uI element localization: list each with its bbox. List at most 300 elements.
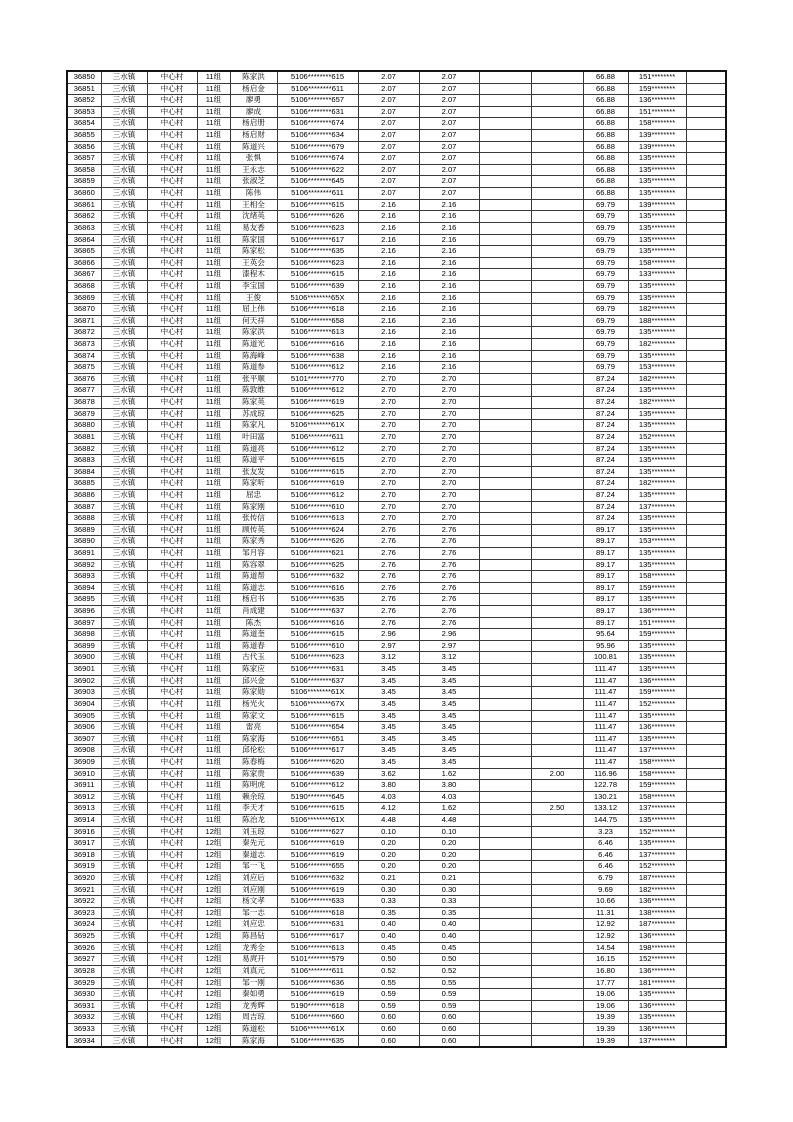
table-row [67,431,726,443]
table-cell [479,83,531,95]
table-cell [531,884,583,896]
table-cell: 36861 [67,199,101,211]
table-cell: 2.07 [419,164,479,176]
table-cell: 陈道志 [230,582,277,594]
table-cell: 三水镇 [101,1012,147,1024]
table-cell [479,536,531,548]
table-cell [479,153,531,165]
table-cell: 陈春梅 [230,756,277,768]
table-cell: 2.16 [419,339,479,351]
table-cell: 5106********645 [277,176,358,188]
table-cell: 陈昌钻 [230,931,277,943]
table-cell: 11组 [197,350,230,362]
table-cell [479,408,531,420]
table-row [67,977,726,989]
table-cell: 三水镇 [101,443,147,455]
table-cell: 69.79 [583,362,628,374]
table-cell: 11组 [197,687,230,699]
table-cell: 5106********615 [277,71,358,83]
table-cell: 11组 [197,292,230,304]
table-cell: 36897 [67,617,101,629]
table-cell [479,397,531,409]
table-cell: 三水镇 [101,257,147,269]
table-cell: 中心村 [147,582,197,594]
table-cell: 5106********610 [277,501,358,513]
table-cell: 182******** [628,478,686,490]
table-cell: 2.70 [358,373,419,385]
table-cell: 古代玉 [230,652,277,664]
table-cell: 5106********65X [277,292,358,304]
table-cell: 中心村 [147,629,197,641]
table-cell: 0.35 [419,907,479,919]
table-cell: 11组 [197,710,230,722]
table-cell: 邹月容 [230,547,277,559]
table-cell: 36887 [67,501,101,513]
table-cell [686,1000,726,1012]
table-cell: 李宝国 [230,280,277,292]
table-cell: 36920 [67,873,101,885]
table-cell: 中心村 [147,826,197,838]
table-cell: 陈道亮 [230,443,277,455]
table-cell: 三水镇 [101,130,147,142]
table-cell: 2.70 [419,385,479,397]
table-cell: 111.47 [583,710,628,722]
table-cell: 69.79 [583,257,628,269]
table-cell: 69.79 [583,304,628,316]
table-cell: 36854 [67,118,101,130]
table-cell: 5106********61X [277,1023,358,1035]
table-row [67,722,726,734]
table-cell: 易庹开 [230,954,277,966]
table-cell [479,664,531,676]
table-cell: 36908 [67,745,101,757]
table-cell: 2.16 [419,234,479,246]
table-cell [531,710,583,722]
table-cell: 5106********615 [277,455,358,467]
table-cell: 5106********613 [277,327,358,339]
table-cell: 0.60 [419,1023,479,1035]
table-cell [479,1035,531,1047]
table-cell: 0.20 [358,849,419,861]
table-cell [686,188,726,200]
table-cell [686,710,726,722]
table-cell: 133.12 [583,803,628,815]
table-cell: 135******** [628,489,686,501]
table-cell: 3.45 [419,664,479,676]
table-cell [479,977,531,989]
table-cell [479,594,531,606]
table-cell: 三水镇 [101,733,147,745]
table-cell: 111.47 [583,756,628,768]
table-cell: 2.16 [358,350,419,362]
table-cell: 5106********632 [277,873,358,885]
table-cell: 沈绪英 [230,211,277,223]
table-cell: 135******** [628,733,686,745]
table-row [67,640,726,652]
table-cell [686,339,726,351]
table-cell [531,919,583,931]
table-cell: 89.17 [583,571,628,583]
table-cell [531,861,583,873]
table-cell [531,687,583,699]
table-cell: 19.39 [583,1023,628,1035]
table-cell: 三水镇 [101,71,147,83]
table-cell [686,373,726,385]
table-cell [531,942,583,954]
table-cell: 11组 [197,594,230,606]
table-cell [479,246,531,258]
table-cell: 3.45 [419,756,479,768]
table-cell: 158******** [628,118,686,130]
table-cell: 三水镇 [101,304,147,316]
table-cell: 屈忠 [230,489,277,501]
table-cell [686,954,726,966]
table-cell: 2.70 [419,373,479,385]
table-cell: 中心村 [147,559,197,571]
table-cell: 12组 [197,1000,230,1012]
table-row [67,280,726,292]
table-row [67,884,726,896]
table-cell: 69.79 [583,222,628,234]
table-cell [686,246,726,258]
table-cell: 三水镇 [101,919,147,931]
table-cell [479,1012,531,1024]
table-cell [479,873,531,885]
table-cell: 19.39 [583,1012,628,1024]
table-cell: 中心村 [147,815,197,827]
table-cell: 2.70 [358,443,419,455]
table-cell: 4.48 [358,815,419,827]
table-cell: 陈家刚 [230,501,277,513]
table-cell: 3.45 [419,710,479,722]
table-cell: 陈家勋 [230,687,277,699]
table-row [67,838,726,850]
table-cell [479,733,531,745]
table-cell [531,896,583,908]
table-cell: 三水镇 [101,582,147,594]
table-cell: 0.60 [358,1023,419,1035]
table-cell: 133******** [628,269,686,281]
table-cell: 陈家洪 [230,71,277,83]
table-cell: 2.07 [358,141,419,153]
table-cell: 中心村 [147,652,197,664]
table-cell: 邱兴金 [230,675,277,687]
table-cell: 36906 [67,722,101,734]
table-cell: 0.45 [419,942,479,954]
table-cell: 2.50 [531,803,583,815]
table-cell: 三水镇 [101,838,147,850]
table-cell: 杨启书 [230,594,277,606]
table-cell: 111.47 [583,687,628,699]
table-cell: 中心村 [147,339,197,351]
table-cell: 中心村 [147,803,197,815]
table-cell [479,861,531,873]
table-cell [479,280,531,292]
table-cell: 6.46 [583,849,628,861]
table-cell: 中心村 [147,280,197,292]
table-cell [686,118,726,130]
table-cell: 杨启金 [230,83,277,95]
table-cell: 5106********611 [277,965,358,977]
table-cell [531,408,583,420]
table-cell: 5106********655 [277,861,358,873]
table-cell: 36914 [67,815,101,827]
table-cell [686,106,726,118]
table-cell: 181******** [628,977,686,989]
table-row [67,304,726,316]
table-cell: 0.20 [358,838,419,850]
table-row [67,803,726,815]
table-cell: 36907 [67,733,101,745]
table-cell: 135******** [628,664,686,676]
table-cell: 中心村 [147,1000,197,1012]
table-cell: 中心村 [147,687,197,699]
table-cell: 5106********626 [277,211,358,223]
table-cell [531,373,583,385]
table-cell: 11组 [197,315,230,327]
table-cell: 69.79 [583,315,628,327]
table-row [67,118,726,130]
table-cell: 5106********613 [277,942,358,954]
table-cell: 153******** [628,536,686,548]
table-cell: 2.16 [358,304,419,316]
table-cell [531,594,583,606]
table-cell: 36850 [67,71,101,83]
table-cell: 三水镇 [101,664,147,676]
table-cell: 2.16 [419,327,479,339]
table-cell [479,582,531,594]
table-cell: 5106********615 [277,803,358,815]
table-cell: 11组 [197,164,230,176]
table-cell [686,443,726,455]
table-cell [531,71,583,83]
table-cell: 中心村 [147,849,197,861]
table-cell: 中心村 [147,130,197,142]
table-cell: 5106********616 [277,582,358,594]
table-cell: 0.60 [358,1035,419,1047]
table-cell: 陈家贵 [230,768,277,780]
table-cell [531,547,583,559]
table-cell: 14.54 [583,942,628,954]
table-cell: 2.76 [358,536,419,548]
table-cell: 5106********617 [277,931,358,943]
table-cell: 36904 [67,698,101,710]
table-cell: 36891 [67,547,101,559]
table-cell: 12组 [197,884,230,896]
table-cell: 135******** [628,153,686,165]
table-row [67,629,726,641]
table-cell: 11组 [197,234,230,246]
table-cell: 0.59 [358,989,419,1001]
table-cell: 三水镇 [101,176,147,188]
table-row [67,315,726,327]
table-cell [531,199,583,211]
table-cell: 11组 [197,733,230,745]
table-row [67,652,726,664]
table-cell: 陈家文 [230,710,277,722]
table-cell: 36858 [67,164,101,176]
table-cell: 5106********654 [277,722,358,734]
table-cell [479,931,531,943]
table-cell: 三水镇 [101,780,147,792]
table-cell: 36918 [67,849,101,861]
table-cell: 66.88 [583,83,628,95]
table-cell: 182******** [628,373,686,385]
table-cell: 2.76 [358,559,419,571]
table-cell: 137******** [628,745,686,757]
table-cell [479,815,531,827]
table-cell: 11组 [197,617,230,629]
table-cell: 36890 [67,536,101,548]
table-cell: 中心村 [147,83,197,95]
table-cell: 3.45 [358,722,419,734]
table-cell: 11组 [197,373,230,385]
table-row [67,559,726,571]
table-cell: 16.15 [583,954,628,966]
table-cell: 66.88 [583,188,628,200]
table-cell: 135******** [628,408,686,420]
table-cell: 36884 [67,466,101,478]
table-cell [531,269,583,281]
table-cell: 5106********619 [277,838,358,850]
table-cell: 11组 [197,640,230,652]
table-cell: 三水镇 [101,420,147,432]
table-cell: 11组 [197,675,230,687]
table-cell: 135******** [628,443,686,455]
table-cell: 中心村 [147,153,197,165]
table-cell: 0.59 [419,1000,479,1012]
table-row [67,710,726,722]
table-cell: 中心村 [147,466,197,478]
table-cell [479,606,531,618]
table-cell: 158******** [628,571,686,583]
table-cell [479,95,531,107]
table-cell [479,339,531,351]
table-cell [686,640,726,652]
table-cell: 三水镇 [101,675,147,687]
table-cell: 中心村 [147,768,197,780]
table-cell: 69.79 [583,339,628,351]
table-cell [531,234,583,246]
table-cell [479,1023,531,1035]
table-cell [479,547,531,559]
table-cell: 中心村 [147,397,197,409]
table-cell: 1.62 [419,768,479,780]
table-cell: 4.12 [358,803,419,815]
table-cell [479,362,531,374]
table-cell: 2.16 [358,257,419,269]
table-cell: 135******** [628,188,686,200]
table-cell: 11组 [197,362,230,374]
table-cell: 137******** [628,803,686,815]
table-cell: 139******** [628,199,686,211]
table-cell: 2.07 [358,153,419,165]
table-cell: 188******** [628,315,686,327]
table-cell [531,420,583,432]
table-cell: 中心村 [147,861,197,873]
table-cell [479,698,531,710]
table-cell [479,501,531,513]
table-cell: 95.96 [583,640,628,652]
table-cell: 廖成 [230,106,277,118]
table-cell [686,606,726,618]
table-cell: 邹一刚 [230,977,277,989]
table-cell: 5106********639 [277,768,358,780]
table-cell [686,431,726,443]
table-cell: 11组 [197,222,230,234]
table-cell: 12组 [197,849,230,861]
table-cell: 2.07 [358,188,419,200]
table-cell: 111.47 [583,698,628,710]
table-cell: 中心村 [147,954,197,966]
table-cell: 中心村 [147,733,197,745]
table-cell: 三水镇 [101,803,147,815]
table-cell: 130.21 [583,791,628,803]
table-cell [686,466,726,478]
table-cell: 2.76 [419,582,479,594]
table-cell: 中心村 [147,234,197,246]
table-cell: 秦先元 [230,838,277,850]
table-cell: 2.76 [419,559,479,571]
table-cell: 36876 [67,373,101,385]
table-cell: 0.33 [419,896,479,908]
table-cell: 36932 [67,1012,101,1024]
table-cell: 5190********618 [277,1000,358,1012]
table-cell: 2.00 [531,768,583,780]
table-cell: 5106********634 [277,130,358,142]
table-cell: 3.12 [358,652,419,664]
table-cell: 19.06 [583,989,628,1001]
table-cell: 2.16 [358,292,419,304]
table-cell [531,443,583,455]
table-cell: 中心村 [147,106,197,118]
table-cell: 陈道兴 [230,141,277,153]
table-cell: 三水镇 [101,547,147,559]
table-cell: 11组 [197,118,230,130]
table-cell [531,315,583,327]
table-cell: 158******** [628,257,686,269]
table-row [67,234,726,246]
table-cell: 136******** [628,965,686,977]
table-cell: 69.79 [583,246,628,258]
table-cell: 三水镇 [101,269,147,281]
table-cell: 2.97 [358,640,419,652]
table-cell: 36878 [67,397,101,409]
table-cell: 三水镇 [101,408,147,420]
table-cell [479,954,531,966]
table-row [67,362,726,374]
table-cell [479,455,531,467]
table-cell [531,153,583,165]
table-cell: 0.30 [419,884,479,896]
table-cell [686,513,726,525]
table-cell: 11组 [197,431,230,443]
table-cell: 187******** [628,873,686,885]
table-cell [686,582,726,594]
table-cell: 4.03 [358,791,419,803]
table-cell [686,687,726,699]
table-row [67,1000,726,1012]
table-cell: 12组 [197,919,230,931]
table-cell: 136******** [628,722,686,734]
table-cell: 三水镇 [101,95,147,107]
table-cell: 三水镇 [101,373,147,385]
table-cell: 0.21 [419,873,479,885]
table-cell: 三水镇 [101,907,147,919]
table-cell: 陈家应 [230,664,277,676]
table-cell [686,304,726,316]
table-cell: 198******** [628,942,686,954]
